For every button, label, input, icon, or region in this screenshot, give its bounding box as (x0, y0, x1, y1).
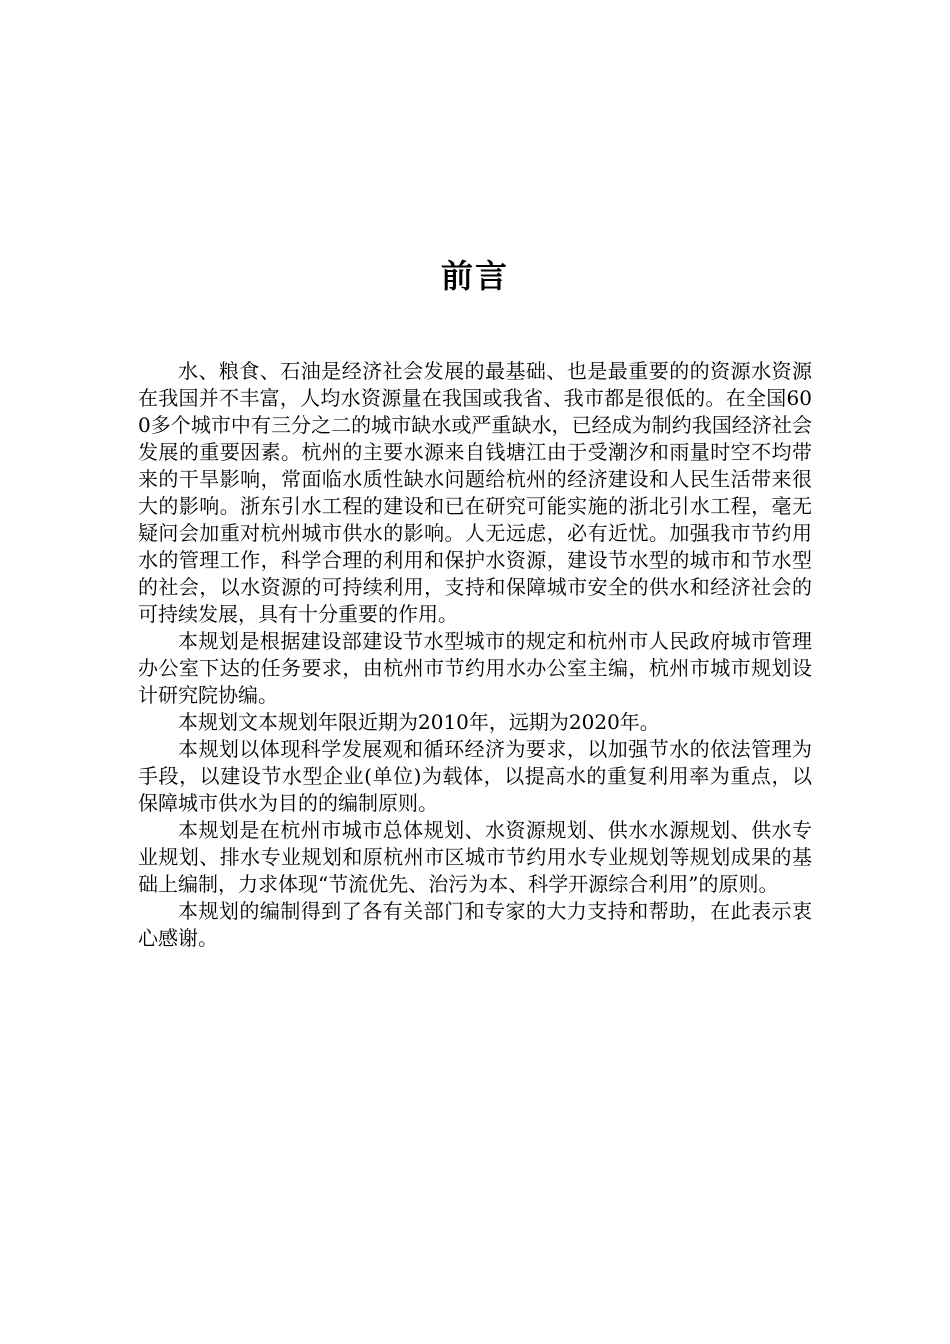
paragraph: 本规划是在杭州市城市总体规划、水资源规划、供水水源规划、供水专业规划、排水专业规划和原杭州市区城市节约用水专业规划等规划成果的基础上编制，力求体现“节流优先、治污为本、科学开源综合利用”的原则。 (138, 818, 812, 896)
preface-body (138, 358, 812, 952)
page-title: 前言 (440, 257, 509, 295)
paragraph: 本规划文本规划年限近期为2010年，远期为2020年。 (178, 710, 660, 734)
paragraph: 本规划以体现科学发展观和循环经济为要求，以加强节水的依法管理为手段，以建设节水型企业(单位)为载体，以提高水的重复利用率为重点，以保障城市供水为目的的编制原则。 (138, 737, 812, 815)
paragraph: 本规划的编制得到了各有关部门和专家的大力支持和帮助，在此表示衷心感谢。 (138, 899, 812, 950)
paragraph: 水、粮食、石油是经济社会发展的最基础、也是最重要的的资源水资源在我国并不丰富，人均水资源量在我国或我省、我市都是很低的。在全国600多个城市中有三分之二的城市缺水或严重缺水，已经成为制约我国经济社会发展的重要因素。杭州的主要水源来自钱塘江由于受潮汐和雨量时空不均带来的干旱影响，常面临水质性缺水问题给杭州的经济建设和人民生活带来很大的影响。浙东引水工程的建设和已在研究可能实施的浙北引水工程，毫无疑问会加重对杭州城市供水的影响。人无远虑，必有近忧。加强我市节约用水的管理工作，科学合理的利用和保护水资源，建设节水型的城市和节水型的社会，以水资源的可持续利用，支持和保障城市安全的供水和经济社会的可持续发展，具有十分重要的作用。 (138, 359, 812, 626)
paragraph: 本规划是根据建设部建设节水型城市的规定和杭州市人民政府城市管理办公室下达的任务要求，由杭州市节约用水办公室主编，杭州市城市规划设计研究院协编。 (138, 629, 812, 707)
